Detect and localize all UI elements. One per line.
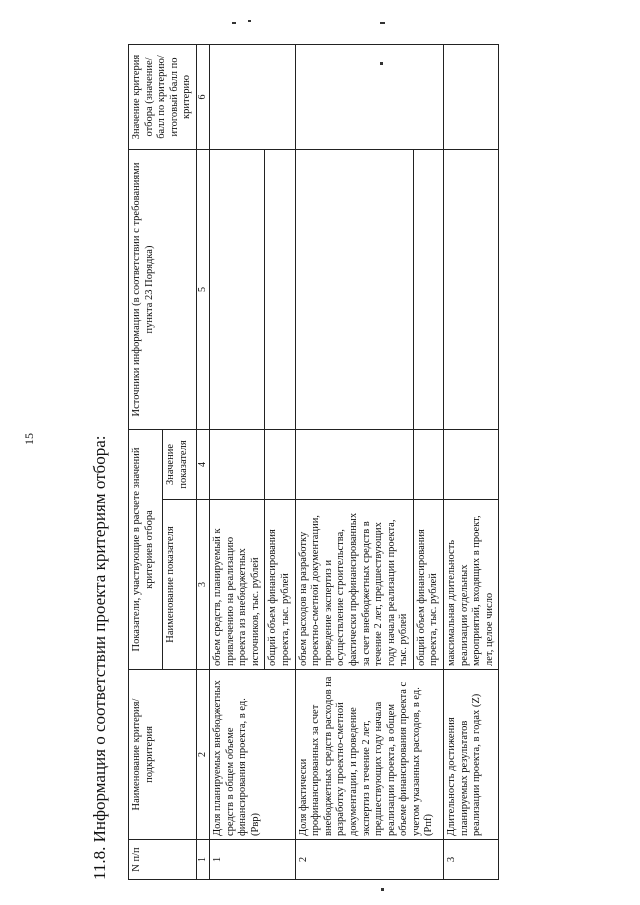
source-cell bbox=[209, 150, 264, 430]
header-num: N п/п bbox=[129, 840, 197, 880]
table-row bbox=[209, 45, 264, 880]
column-number: 2 bbox=[196, 670, 209, 840]
source-cell bbox=[444, 150, 499, 430]
header-indicator-name: Наименование показателя bbox=[162, 500, 196, 670]
criteria-table bbox=[128, 44, 499, 880]
header-criterion: Наименование критерия/ подкритерия bbox=[129, 670, 197, 840]
table-header-row bbox=[129, 45, 163, 880]
column-number: 6 bbox=[196, 45, 209, 150]
indicator-name-cell: объем средств, планируемый к привлечению на реализацию проекта из внебюджетных источников, тыс. рублей bbox=[209, 500, 264, 670]
header-indicators-group: Показатели, участвующие в расчете значений критериев отбора bbox=[129, 430, 163, 670]
indicator-value-cell bbox=[413, 430, 443, 500]
source-cell bbox=[265, 150, 295, 430]
header-criterion-value: Значение критерия отбора (значение/ балл по критерию/ итоговый балл по критерию bbox=[129, 45, 197, 150]
criterion-value-cell bbox=[295, 45, 444, 150]
row-number: 3 bbox=[444, 840, 499, 880]
criterion-value-cell bbox=[444, 45, 499, 150]
indicator-value-cell bbox=[295, 430, 413, 500]
criterion-value-cell bbox=[209, 45, 295, 150]
indicator-value-cell bbox=[444, 430, 499, 500]
row-number: 1 bbox=[209, 840, 295, 880]
indicator-value-cell bbox=[265, 430, 295, 500]
table-row bbox=[295, 45, 413, 880]
scan-speck bbox=[381, 888, 384, 891]
column-number-row bbox=[196, 45, 209, 880]
source-cell bbox=[413, 150, 443, 430]
indicator-name-cell: максимальная длительность реализации отдельных мероприятий, входящих в проект, лет, целое число bbox=[444, 500, 499, 670]
scan-speck bbox=[248, 20, 251, 22]
column-number: 4 bbox=[196, 430, 209, 500]
criterion-cell: Доля фактически профинансированных за счет внебюджетных средств расходов на разработку проектно-сметной документации, и проведение экспертиз в течение 2 лет, предшествующих году начала реализации проекта, в общем объеме финансирования проекта с учетом указанных расходов, в ед. (Pпf) bbox=[295, 670, 444, 840]
indicator-name-cell: общий объем финансирования проекта, тыс. рублей bbox=[413, 500, 443, 670]
source-cell bbox=[295, 150, 413, 430]
indicator-name-cell: общий объем финансирования проекта, тыс. рублей bbox=[265, 500, 295, 670]
scan-speck bbox=[380, 62, 383, 65]
indicator-value-cell bbox=[209, 430, 264, 500]
indicator-name-cell: объем расходов на разработку проектно-сметной документации, проведение экспертиз и осуществление строительства, фактически профинансированных за счет внебюджетных средств в течение 2 лет, предшествующих году начала реализации проекта, тыс. рублей bbox=[295, 500, 413, 670]
column-number: 3 bbox=[196, 500, 209, 670]
page-number: 15 bbox=[22, 433, 36, 445]
section-title: 11.8. Информация о соответствии проекта критериям отбора: bbox=[90, 435, 109, 880]
criterion-cell: Длительность достижения планируемых результатов реализации проекта, в годах (Z) bbox=[444, 670, 499, 840]
row-number: 2 bbox=[295, 840, 444, 880]
header-indicator-value: Значение показателя bbox=[162, 430, 196, 500]
scan-speck bbox=[232, 22, 236, 24]
scan-speck bbox=[380, 22, 385, 24]
column-number: 1 bbox=[196, 840, 209, 880]
table-row bbox=[444, 45, 499, 880]
rotated-page-content bbox=[90, 30, 620, 880]
header-sources: Источники информации (в соответствии с требованиями пункта 23 Порядка) bbox=[129, 150, 197, 430]
criterion-cell: Доля планируемых внебюджетных средств в общем объеме финансирования проекта, в ед. (Pвр) bbox=[209, 670, 295, 840]
column-number: 5 bbox=[196, 150, 209, 430]
